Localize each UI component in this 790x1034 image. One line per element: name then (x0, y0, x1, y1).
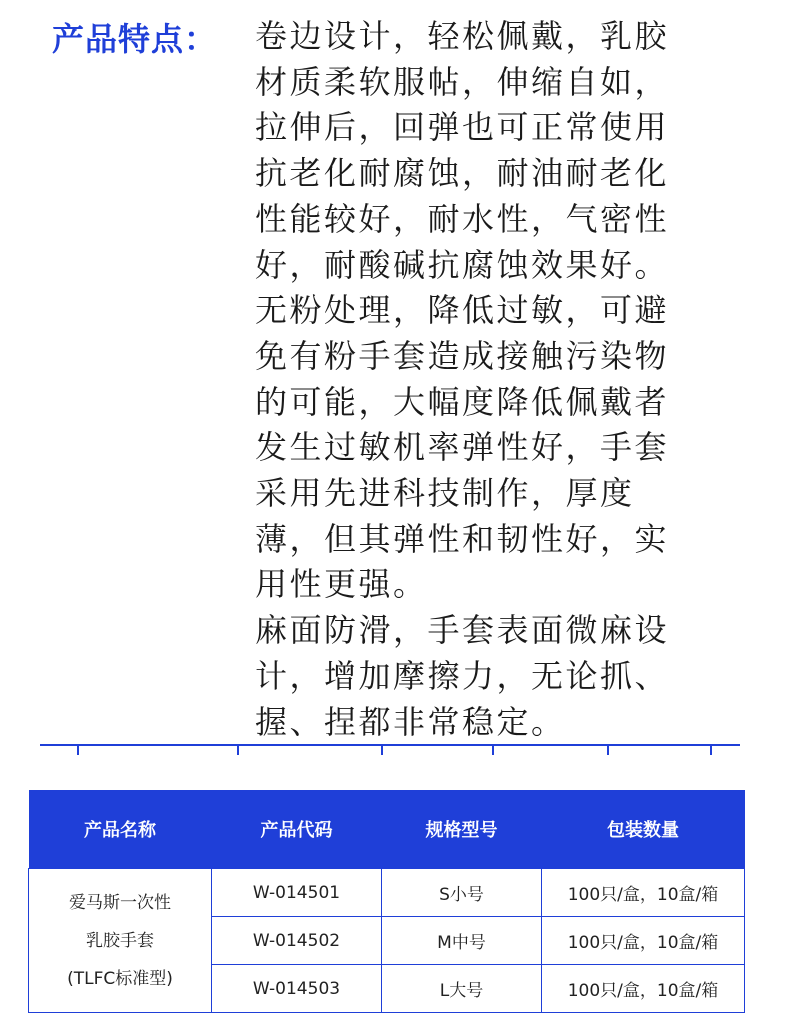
features-line: 材质柔软服帖，伸缩自如， (255, 62, 670, 101)
size-cell: L大号 (382, 965, 542, 1013)
table-row (29, 869, 745, 917)
features-line: 薄，但其弹性和韧性好，实 (255, 519, 670, 558)
spec-table (28, 790, 745, 1013)
product-name-line: (TLFC标准型) (67, 968, 173, 989)
features-line: 免有粉手套造成接触污染物 (255, 336, 670, 375)
header-product-code: 产品代码 (212, 790, 382, 869)
features-line: 卷边设计，轻松佩戴，乳胶 (255, 17, 670, 55)
ruler-tick (607, 744, 609, 755)
size-cell: M中号 (382, 917, 542, 965)
features-line: 好，耐酸碱抗腐蚀效果好。 (255, 245, 670, 284)
features-description (255, 14, 705, 745)
ruler-tick (381, 744, 383, 755)
table-header-row (29, 790, 745, 869)
ruler-tick (77, 744, 79, 755)
product-name-line: 乳胶手套 (86, 930, 154, 951)
features-heading: 产品特点： (52, 20, 218, 58)
features-line: 计，增加摩擦力，无论抓、 (255, 656, 670, 695)
features-line: 用性更强。 (255, 565, 428, 604)
product-code-cell: W-014501 (212, 869, 382, 917)
features-line: 麻面防滑，手套表面微麻设 (255, 611, 670, 650)
header-spec-model: 规格型号 (382, 790, 542, 869)
features-line: 采用先进科技制作，厚度 (255, 474, 635, 513)
divider-ruler (40, 744, 740, 756)
ruler-tick (492, 744, 494, 755)
features-line: 无粉处理，降低过敏，可避 (255, 291, 670, 330)
product-name-cell (29, 869, 212, 1013)
size-cell: S小号 (382, 869, 542, 917)
package-cell: 100只/盒，10盒/箱 (542, 965, 745, 1013)
features-line: 性能较好，耐水性，气密性 (255, 199, 670, 238)
product-name-line: 爱马斯一次性 (69, 892, 171, 913)
features-line: 抗老化耐腐蚀，耐油耐老化 (255, 154, 670, 193)
ruler-tick (237, 744, 239, 755)
header-product-name: 产品名称 (29, 790, 212, 869)
ruler-line (40, 744, 740, 746)
product-code-cell: W-014502 (212, 917, 382, 965)
features-line: 握、捏都非常稳定。 (255, 702, 566, 741)
features-line: 的可能，大幅度降低佩戴者 (255, 382, 670, 421)
features-line: 发生过敏机率弹性好，手套 (255, 428, 670, 467)
package-cell: 100只/盒，10盒/箱 (542, 869, 745, 917)
package-cell: 100只/盒，10盒/箱 (542, 917, 745, 965)
features-line: 拉伸后，回弹也可正常使用 (255, 108, 670, 147)
ruler-tick (710, 744, 712, 755)
header-package-qty: 包装数量 (542, 790, 745, 869)
product-code-cell: W-014503 (212, 965, 382, 1013)
